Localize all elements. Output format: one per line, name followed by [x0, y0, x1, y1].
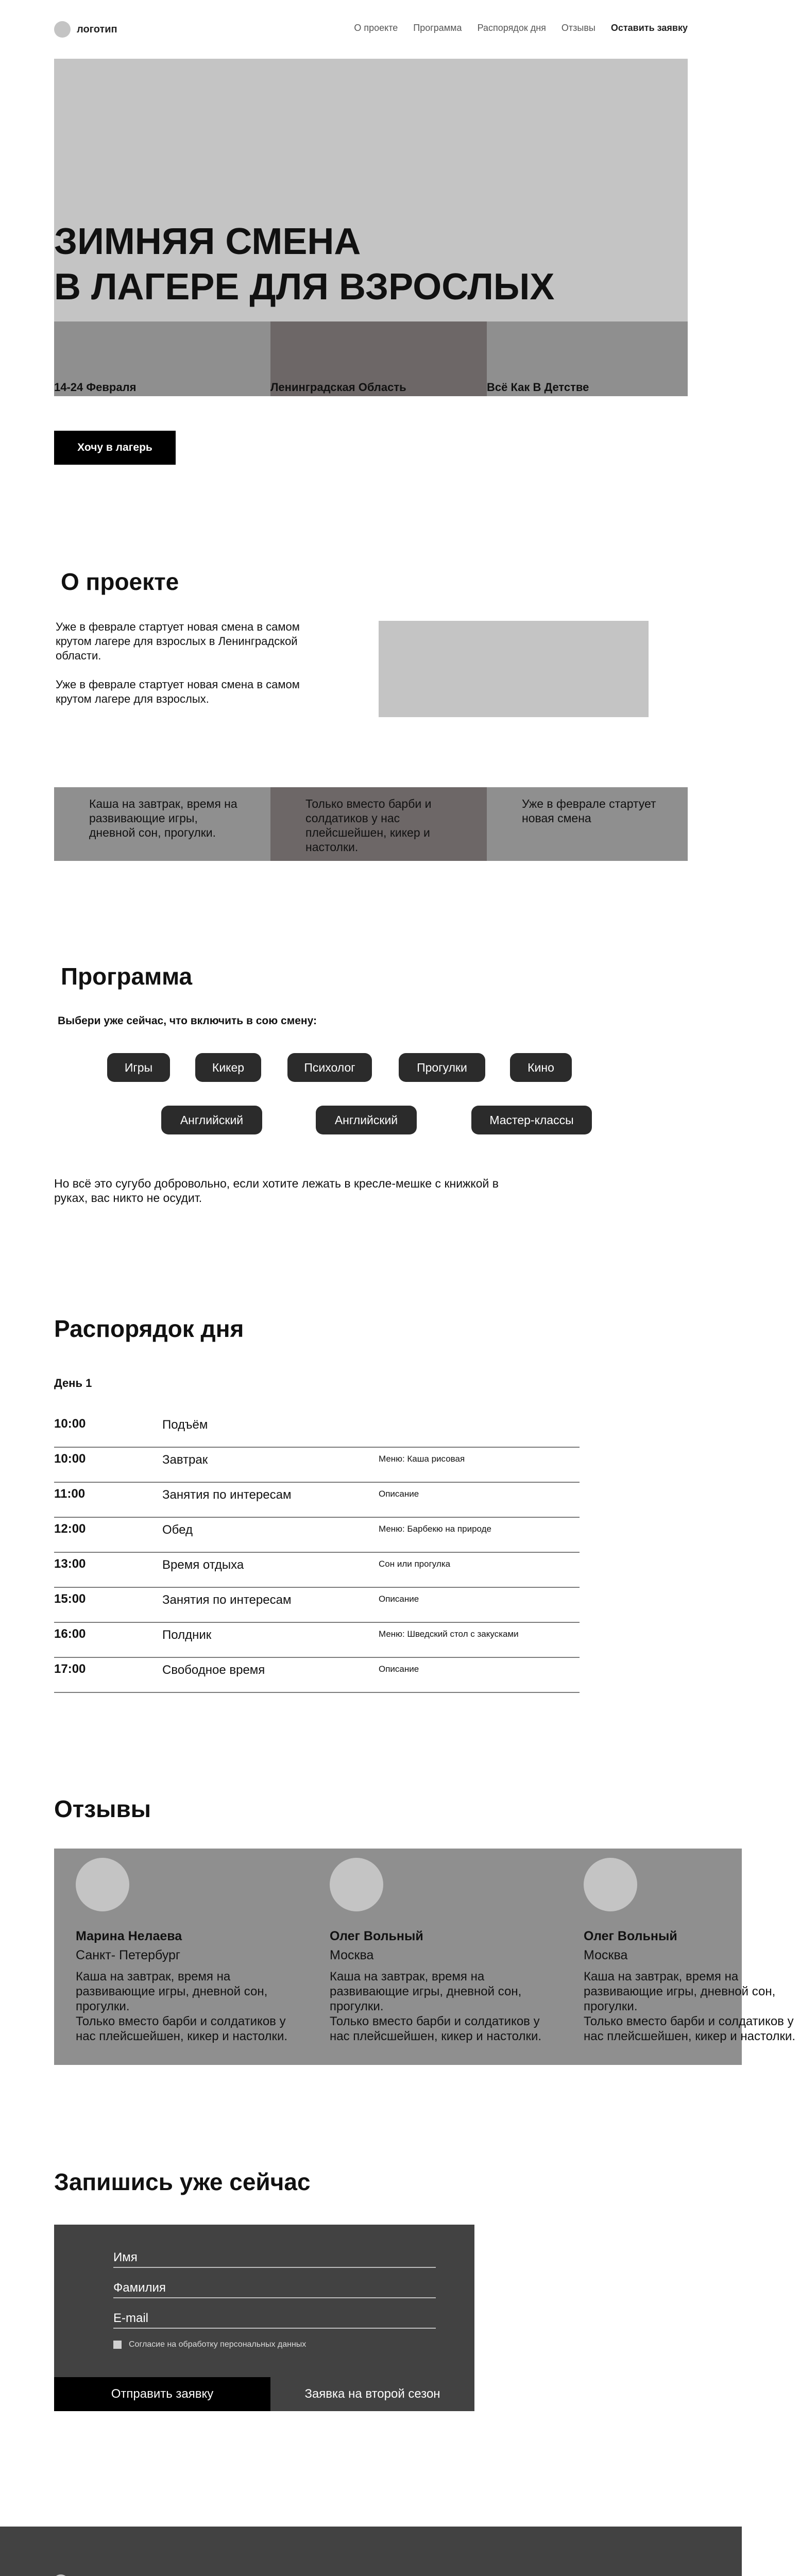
program-option-english-1[interactable]: Английский: [161, 1106, 262, 1134]
feature-card-new-shift-text: Уже в феврале стартует новая смена: [522, 797, 656, 825]
logo-circle-icon: [54, 21, 71, 38]
review-city: Санкт- Петербург: [76, 1948, 181, 1962]
hero-tile-location: [270, 321, 487, 396]
hero-title-line-1: ЗИМНЯЯ СМЕНА: [54, 221, 361, 262]
schedule-note: Меню: Шведский стол с закусками: [379, 1629, 519, 1639]
schedule-note: Описание: [379, 1664, 419, 1674]
hero-tile-childhood-label: Всё Как В Детстве: [487, 381, 589, 394]
schedule-time: 13:00: [54, 1557, 86, 1571]
program-option-english-2[interactable]: Английский: [316, 1106, 417, 1134]
surname-field-wrapper: [113, 2276, 436, 2298]
schedule-row: [54, 1518, 580, 1553]
schedule-row: [54, 1588, 580, 1623]
schedule-activity: Завтрак: [162, 1453, 208, 1467]
hero-tile-childhood: [487, 321, 688, 396]
schedule-time: 11:00: [54, 1487, 86, 1501]
review-author: Марина Нелаева: [76, 1929, 182, 1943]
review-author: Олег Вольный: [330, 1929, 423, 1943]
program-subtitle: Выбери уже сейчас, что включить в сою смену:: [58, 1015, 317, 1027]
program-option-walks[interactable]: Прогулки: [399, 1053, 485, 1082]
email-field-wrapper: [113, 2306, 436, 2329]
feature-card-breakfast: [54, 787, 270, 861]
feature-card-breakfast-text: Каша на завтрак, время на развивающие игры, дневной сон, прогулки.: [89, 797, 237, 839]
about-paragraph-1: Уже в феврале стартует новая смена в самом крутом лагере для взрослых в Ленинградской области.: [56, 620, 300, 662]
schedule-row: [54, 1448, 580, 1483]
want-to-camp-button[interactable]: Хочу в лагерь: [54, 431, 176, 465]
hero-title-line-2: В ЛАГЕРЕ ДЛЯ ВЗРОСЛЫХ: [54, 266, 555, 308]
review-author: Олег Вольный: [584, 1929, 677, 1943]
hero-tile-location-label: Ленинградская Область: [270, 381, 406, 394]
about-title: О проекте: [61, 568, 179, 595]
review-text: Каша на завтрак, время на развивающие игры, дневной сон, прогулки. Только вместо барби и солдатиков у нас плейсшейшен, кикер и настолки.: [584, 1970, 796, 2043]
footer: [0, 2527, 742, 2576]
schedule-note: Меню: Каша рисовая: [379, 1454, 465, 1464]
schedule-time: 17:00: [54, 1662, 86, 1676]
schedule-row: [54, 1658, 580, 1693]
nav-link-schedule[interactable]: Распорядок дня: [477, 23, 546, 33]
review-city: Москва: [330, 1948, 374, 1962]
main-nav: [354, 23, 688, 33]
second-season-request-button[interactable]: Заявка на второй сезон: [304, 2387, 440, 2401]
hero-tile-dates-label: 14-24 Февраля: [54, 381, 137, 394]
schedule-time: 10:00: [54, 1417, 86, 1431]
schedule-activity: Время отдыха: [162, 1558, 244, 1572]
avatar: [76, 1858, 129, 1911]
feature-card-games: [270, 787, 487, 861]
about-image-placeholder: [379, 621, 649, 717]
reviews-carousel: [54, 1849, 796, 2065]
schedule-activity: Полдник: [162, 1628, 212, 1642]
program-option-psychologist[interactable]: Психолог: [287, 1053, 372, 1082]
schedule-note: Описание: [379, 1489, 419, 1499]
signup-form: [54, 2225, 474, 2411]
avatar: [584, 1858, 637, 1911]
schedule-row: [54, 1623, 580, 1658]
schedule-time: 10:00: [54, 1452, 86, 1466]
program-option-masterclasses[interactable]: Мастер-классы: [471, 1106, 592, 1134]
schedule-activity: Занятия по интересам: [162, 1593, 292, 1607]
program-option-kicker[interactable]: Кикер: [195, 1053, 261, 1082]
review-text: Каша на завтрак, время на развивающие игры, дневной сон, прогулки. Только вместо барби и солдатиков у нас плейсшейшен, кикер и настолки.: [330, 1970, 542, 2043]
consent-label: Согласие на обработку персональных данных: [129, 2340, 307, 2349]
consent-row: [113, 2340, 306, 2349]
program-option-cinema[interactable]: Кино: [510, 1053, 572, 1082]
about-paragraph-2: Уже в феврале стартует новая смена в самом крутом лагере для взрослых.: [56, 678, 300, 705]
logo[interactable]: [54, 21, 117, 38]
program-title: Программа: [61, 963, 193, 990]
nav-link-about[interactable]: О проекте: [354, 23, 398, 33]
nav-link-reviews[interactable]: Отзывы: [561, 23, 595, 33]
schedule-row: [54, 1483, 580, 1518]
review-card: [76, 1858, 292, 2044]
schedule-time: 16:00: [54, 1627, 86, 1641]
schedule-row: [54, 1413, 580, 1448]
hero-tile-dates: [54, 321, 270, 396]
schedule-activity: Обед: [162, 1523, 193, 1537]
review-city: Москва: [584, 1948, 628, 1962]
program-option-games[interactable]: Игры: [107, 1053, 170, 1082]
avatar: [330, 1858, 383, 1911]
signup-title: Запишись уже сейчас: [54, 2168, 311, 2195]
schedule-time: 15:00: [54, 1592, 86, 1606]
name-field-wrapper: [113, 2245, 436, 2268]
schedule-activity: Занятия по интересам: [162, 1488, 292, 1502]
reviews-title: Отзывы: [54, 1795, 151, 1822]
name-input[interactable]: [113, 2245, 436, 2267]
hero-title: [54, 219, 554, 310]
review-card: [330, 1858, 546, 2044]
review-text: Каша на завтрак, время на развивающие игры, дневной сон, прогулки. Только вместо барби и солдатиков у нас плейсшейшен, кикер и настолки.: [76, 1970, 288, 2043]
schedule-note: Описание: [379, 1594, 419, 1604]
schedule-title: Распорядок дня: [54, 1315, 244, 1342]
consent-checkbox[interactable]: [113, 2341, 122, 2349]
nav-link-program[interactable]: Программа: [413, 23, 462, 33]
schedule-note: Сон или прогулка: [379, 1559, 451, 1569]
schedule-activity: Подъём: [162, 1418, 208, 1432]
nav-leave-request-link[interactable]: Оставить заявку: [610, 23, 688, 33]
footer-logo[interactable]: [53, 2574, 116, 2576]
schedule-day: День 1: [54, 1377, 92, 1389]
feature-card-games-text: Только вместо барби и солдатиков у нас плейсшейшен, кикер и настолки.: [305, 797, 432, 854]
email-input[interactable]: [113, 2306, 436, 2328]
program-note: Но всё это сугубо добровольно, если хотите лежать в кресле-мешке с книжкой в руках, вас никто не осудит.: [54, 1177, 499, 1205]
schedule-time: 12:00: [54, 1522, 86, 1536]
logo-text: логотип: [77, 23, 117, 35]
feature-card-new-shift: [487, 787, 688, 861]
submit-request-button[interactable]: Отправить заявку: [54, 2377, 270, 2411]
schedule-row: [54, 1553, 580, 1588]
schedule-activity: Свободное время: [162, 1663, 265, 1677]
surname-input[interactable]: [113, 2276, 436, 2297]
review-card: [584, 1858, 800, 2044]
schedule-note: Меню: Барбекю на природе: [379, 1524, 491, 1534]
